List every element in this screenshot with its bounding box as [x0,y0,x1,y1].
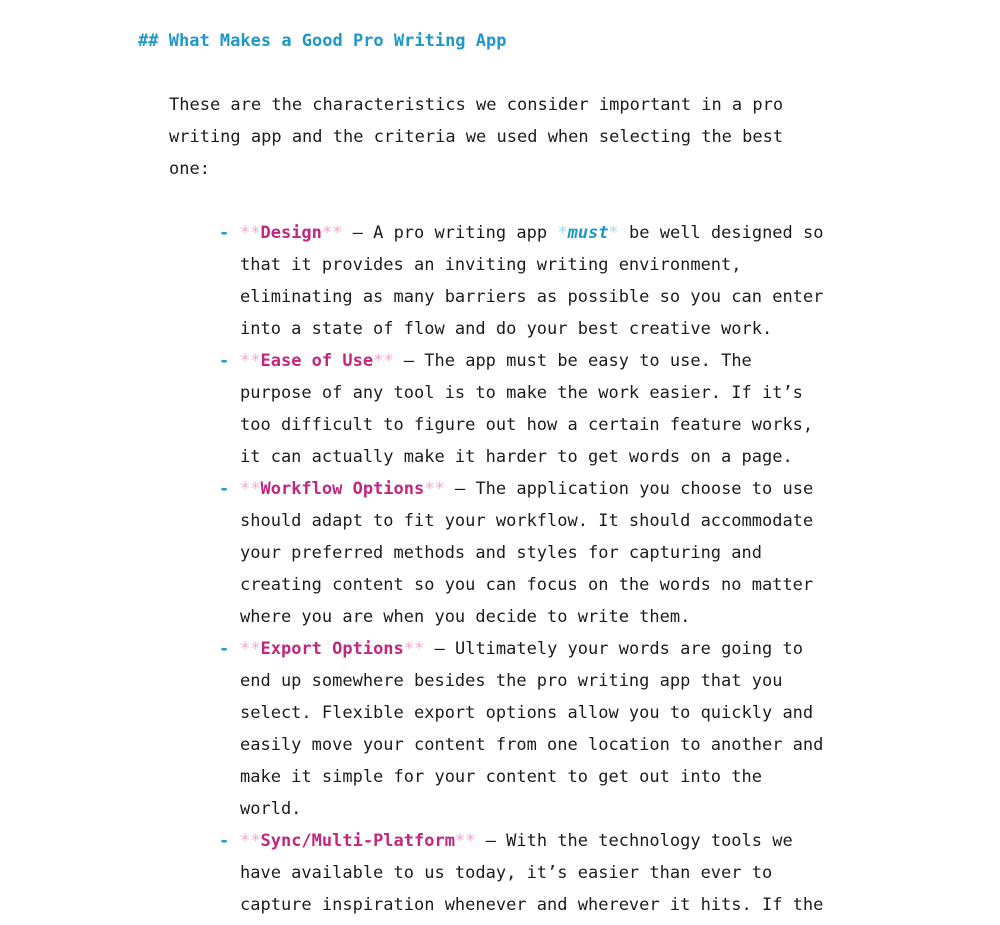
paragraph-line: one: [169,159,210,179]
item-line: eliminating as many barriers as possible so you can enter [240,287,824,307]
item-title: Ease of Use [260,351,374,371]
emphasis-text: must [567,223,609,243]
item-line: capture inspiration whenever and wherever it hits. If the [240,895,824,915]
list-bullet: - [219,479,230,499]
item-line: too difficult to figure out how a certain feature works, [240,415,814,435]
list-item-sync-multi-platform[interactable] [219,829,859,925]
bold-marker: ** [240,223,261,243]
bold-marker: ** [321,223,343,243]
bold-marker: ** [403,639,425,659]
bold-marker: ** [240,831,261,851]
item-first-line [240,637,859,669]
bold-marker: ** [373,351,394,371]
item-line: world. [240,799,302,819]
item-line: that it provides an inviting writing environment, [240,255,742,275]
item-text: – With the technology tools we [475,831,793,851]
item-text: – The app must be easy to use. The [393,351,752,371]
intro-paragraph[interactable] [169,93,809,189]
item-line: make it simple for your content to get out into the [240,767,762,787]
item-line: creating content so you can focus on the words no matter [240,575,814,595]
bold-marker: ** [454,831,476,851]
bold-marker: ** [240,639,261,659]
list-bullet: - [219,639,230,659]
item-title: Sync/Multi-Platform [260,831,455,851]
list-item-design[interactable] [219,221,859,349]
item-line: purpose of any tool is to make the work easier. If it’s [240,383,803,403]
item-title: Export Options [260,639,404,659]
paragraph-line: writing app and the criteria we used when selecting the best [169,127,784,147]
list-bullet: - [219,831,230,851]
item-text: – Ultimately your words are going to [424,639,803,659]
list-item-export-options[interactable] [219,637,859,829]
item-text: – The application you choose to use [444,479,814,499]
bold-marker: ** [424,479,445,499]
list-item-workflow-options[interactable] [219,477,859,637]
item-text: be well designed so [618,223,824,243]
item-line: where you are when you decide to write them. [240,607,691,627]
item-line: easily move your content from one location to another and [240,735,824,755]
item-line: have available to us today, it’s easier than ever to [240,863,773,883]
item-line: into a state of flow and do your best creative work. [240,319,773,339]
item-first-line [240,477,859,509]
item-line: your preferred methods and styles for capturing and [240,543,762,563]
list-bullet: - [219,351,230,371]
item-text: – A pro writing app [342,223,558,243]
item-line: select. Flexible export options allow you to quickly and [240,703,814,723]
heading-text: What Makes a Good Pro Writing App [168,31,507,51]
heading-marker: ## [138,31,159,51]
list-item-ease-of-use[interactable] [219,349,859,477]
item-first-line [240,221,859,253]
paragraph-line: These are the characteristics we consider important in a pro [169,95,784,115]
italic-marker: * [557,223,568,243]
item-line: end up somewhere besides the pro writing app that you [240,671,783,691]
item-line: should adapt to fit your workflow. It should accommodate [240,511,814,531]
item-first-line [240,829,859,861]
list-bullet: - [219,223,230,243]
item-title: Workflow Options [260,479,425,499]
item-title: Design [260,223,322,243]
item-first-line [240,349,859,381]
italic-marker: * [608,223,619,243]
section-heading[interactable] [138,29,507,53]
bold-marker: ** [240,479,261,499]
bold-marker: ** [240,351,261,371]
item-line: it can actually make it harder to get words on a page. [240,447,793,467]
criteria-list[interactable] [219,221,859,925]
